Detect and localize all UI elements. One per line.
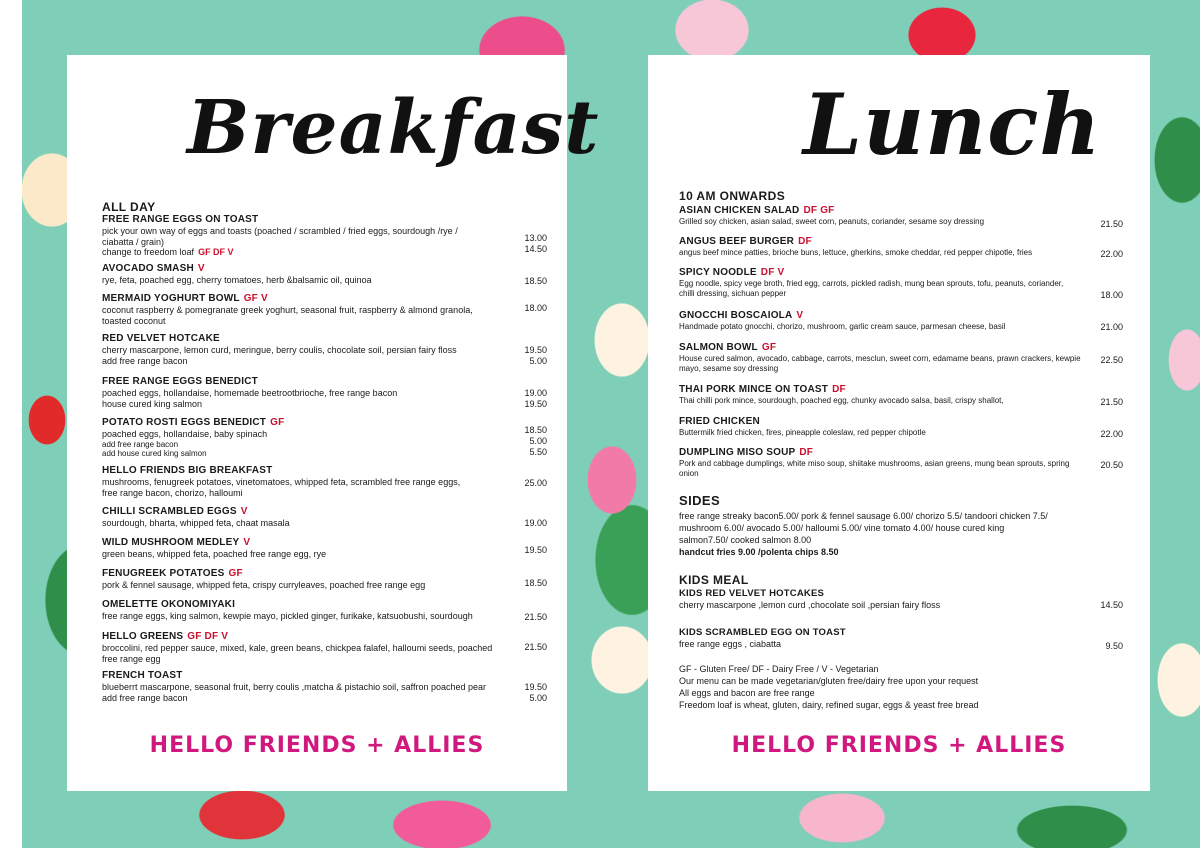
item-name: ASIAN CHICKEN SALAD bbox=[679, 205, 800, 216]
item-name: KIDS SCRAMBLED EGG ON TOAST bbox=[679, 627, 846, 638]
item-desc: free range eggs, king salmon, kewpie mayo, pickled ginger, furikake, katsuobushi, sourdough bbox=[102, 611, 473, 621]
menu-item bbox=[102, 631, 492, 664]
item-price: 21.50 bbox=[524, 642, 547, 652]
dietary-tag: GF V bbox=[243, 293, 268, 304]
item-name: WILD MUSHROOM MEDLEY bbox=[102, 537, 240, 548]
item-name: POTATO ROSTI EGGS BENEDICT bbox=[102, 417, 267, 428]
menu-item bbox=[102, 417, 284, 459]
lunch-panel bbox=[648, 55, 1150, 791]
menu-item bbox=[679, 342, 1081, 373]
sides-line: salmon7.50/ cooked salmon 8.00 bbox=[679, 535, 812, 545]
note-line: Freedom loaf is wheat, gluten, dairy, refined sugar, eggs & yeast free bread bbox=[679, 700, 979, 710]
item-desc: toasted coconut bbox=[102, 315, 166, 326]
item-desc: poached eggs, hollandaise, baby spinach bbox=[102, 429, 268, 439]
item-price: 20.50 bbox=[1100, 460, 1123, 470]
menu-item bbox=[102, 333, 457, 366]
item-desc: House cured salmon, avocado, cabbage, carrots, mesclun, sweet corn, edamame beans, prawn crackers, kewpie bbox=[679, 354, 1081, 363]
item-desc: change to freedom loaf GF DF V bbox=[102, 247, 234, 257]
item-name: RED VELVET HOTCAKE bbox=[102, 333, 220, 344]
menu-item bbox=[102, 214, 458, 258]
item-desc: house cured king salmon bbox=[102, 398, 203, 409]
kids-heading: KIDS MEAL bbox=[679, 573, 749, 587]
item-name: FENUGREEK POTATOES bbox=[102, 568, 225, 579]
item-name: AVOCADO SMASH bbox=[102, 263, 194, 274]
item-desc: onion bbox=[679, 468, 699, 478]
menu-item bbox=[679, 310, 1005, 332]
item-desc: add house cured king salmon bbox=[102, 449, 207, 458]
item-price: 9.50 bbox=[1105, 641, 1123, 651]
item-desc: add free range bacon bbox=[102, 439, 179, 449]
item-name: HELLO GREENS bbox=[102, 631, 184, 642]
menu-item bbox=[679, 447, 1069, 478]
item-price: 18.50 bbox=[524, 276, 547, 286]
item-name: OMELETTE OKONOMIYAKI bbox=[102, 599, 236, 610]
menu-item bbox=[679, 627, 846, 650]
menu-item bbox=[102, 670, 486, 703]
item-price: 13.00 bbox=[524, 233, 547, 243]
item-name: KIDS RED VELVET HOTCAKES bbox=[679, 588, 825, 599]
item-desc: free range bacon, chorizo, halloumi bbox=[102, 487, 243, 498]
item-price: 14.50 bbox=[1100, 600, 1123, 610]
menu-item bbox=[102, 293, 473, 326]
brand-footer: HELLO FRIENDS + ALLIES bbox=[149, 733, 485, 758]
item-desc: free range eggs , ciabatta bbox=[679, 639, 782, 649]
menu-item bbox=[102, 376, 397, 409]
lunch-section-heading: 10 AM ONWARDS bbox=[679, 189, 786, 203]
item-desc: chilli dressing, sichuan pepper bbox=[679, 288, 787, 298]
item-desc: poached eggs, hollandaise, homemade beetrootbrioche, free range bacon bbox=[102, 388, 398, 398]
item-name: FRIED CHICKEN bbox=[679, 416, 760, 427]
menu-item bbox=[679, 384, 1004, 406]
item-desc: mushrooms, fenugreek potatoes, vinetomatoes, whipped feta, scrambled free range eggs, bbox=[102, 477, 461, 487]
item-desc: Egg noodle, spicy vege broth, fried egg, carrots, pickled radish, mung bean sprouts, tofu, peanuts, coriander, bbox=[679, 279, 1064, 288]
item-price: 22.50 bbox=[1100, 355, 1123, 365]
menu-item bbox=[679, 416, 926, 438]
item-desc: Buttermilk fried chicken, fires, pineapple coleslaw, red pepper chipotle bbox=[679, 428, 926, 437]
item-name: DUMPLING MISO SOUP bbox=[679, 447, 796, 458]
dietary-tag: GF DF V bbox=[187, 631, 229, 642]
item-price: 18.50 bbox=[524, 425, 547, 435]
item-desc: mayo, sesame soy dressing bbox=[679, 363, 779, 373]
dietary-tag: DF GF bbox=[803, 205, 835, 216]
lunch-title: Lunch bbox=[803, 75, 1102, 174]
menu-item bbox=[679, 588, 940, 611]
sides-line-bold: handcut fries 9.00 /polenta chips 8.50 bbox=[679, 547, 839, 557]
item-desc: broccolini, red pepper sauce, mixed, kale, green beans, chickpea falafel, halloumi seeds, poached bbox=[102, 643, 493, 653]
item-price: 19.50 bbox=[524, 545, 547, 555]
item-price: 25.00 bbox=[524, 478, 547, 488]
note-line: Our menu can be made vegetarian/gluten free/dairy free upon your request bbox=[679, 676, 979, 686]
dietary-tag: V bbox=[243, 537, 251, 548]
item-name: FREE RANGE EGGS ON TOAST bbox=[102, 214, 259, 225]
menu-item bbox=[679, 205, 984, 227]
item-desc: pork & fennel sausage, whipped feta, crispy curryleaves, poached free range egg bbox=[102, 580, 426, 590]
item-price: 19.50 bbox=[524, 399, 547, 409]
item-price: 22.00 bbox=[1100, 429, 1123, 439]
item-price: 14.50 bbox=[524, 244, 547, 254]
item-desc: blueberrt mascarpone, seasonal fruit, berry coulis ,matcha & pistachio soil, saffron poached pear bbox=[102, 682, 487, 692]
item-desc: cherry mascarpone ,lemon curd ,chocolate soil ,persian fairy floss bbox=[679, 600, 941, 610]
dietary-tag: DF V bbox=[760, 267, 785, 278]
dietary-tag: V bbox=[240, 506, 248, 517]
item-desc: add free range bacon bbox=[102, 355, 188, 366]
breakfast-panel bbox=[67, 55, 600, 791]
menu-item bbox=[102, 263, 372, 286]
sides-line: free range streaky bacon5.00/ pork & fennel sausage 6.00/ chorizo 5.5/ tandoori chicken 7.5/ bbox=[679, 511, 1048, 521]
item-price: 19.50 bbox=[524, 345, 547, 355]
item-desc: coconut raspberry & pomegranate greek yoghurt, seasonal fruit, raspberry & almond granola, bbox=[102, 305, 473, 315]
menu-item bbox=[102, 537, 326, 560]
item-desc: Thai chilli pork mince, sourdough, poached egg, chunky avocado salsa, basil, crispy shallot, bbox=[679, 396, 1004, 405]
item-name: MERMAID YOGHURT BOWL bbox=[102, 293, 240, 304]
sides-line: mushroom 6.00/ avocado 5.00/ halloumi 5.00/ vine tomato 4.00/ house cured king bbox=[679, 523, 1005, 533]
menu-item bbox=[102, 465, 460, 498]
dietary-tag: GF bbox=[228, 568, 243, 579]
item-name: GNOCCHI BOSCAIOLA bbox=[679, 310, 793, 321]
item-desc: ciabatta / grain) bbox=[102, 236, 165, 247]
item-name: SPICY NOODLE bbox=[679, 267, 757, 278]
item-name: FRENCH TOAST bbox=[102, 670, 183, 681]
menu-item bbox=[679, 267, 1063, 298]
item-desc: free range egg bbox=[102, 653, 161, 664]
item-price: 22.00 bbox=[1100, 249, 1123, 259]
dietary-tag: GF bbox=[270, 417, 285, 428]
item-desc: pick your own way of eggs and toasts (poached / scrambled / fried eggs, sourdough /rye / bbox=[102, 226, 458, 236]
item-price: 18.50 bbox=[524, 578, 547, 588]
item-desc: Pork and cabbage dumplings, white miso soup, shiitake mushrooms, asian greens, mung bean sprouts, spring bbox=[679, 459, 1070, 468]
dietary-tag: GF DF V bbox=[198, 247, 234, 257]
item-desc: angus beef mince patties, brioche buns, lettuce, gherkins, smoke cheddar, red pepper chipotle, fries bbox=[679, 248, 1033, 257]
item-price: 21.50 bbox=[1100, 397, 1123, 407]
dietary-tag: DF bbox=[798, 236, 812, 247]
item-price: 18.00 bbox=[1100, 290, 1123, 300]
item-name: CHILLI SCRAMBLED EGGS bbox=[102, 506, 237, 517]
item-name: FREE RANGE EGGS BENEDICT bbox=[102, 376, 258, 387]
item-price: 21.50 bbox=[524, 612, 547, 622]
item-price: 18.00 bbox=[524, 303, 547, 313]
dietary-tag: GF bbox=[761, 342, 777, 353]
brand-footer: HELLO FRIENDS + ALLIES bbox=[731, 733, 1067, 758]
dietary-tag: DF bbox=[799, 447, 814, 458]
note-line: GF - Gluten Free/ DF - Dairy Free / V - Vegetarian bbox=[679, 664, 879, 674]
item-price: 21.50 bbox=[1100, 219, 1123, 229]
item-price: 5.00 bbox=[529, 356, 547, 366]
dietary-tag: V bbox=[197, 263, 205, 274]
breakfast-section-heading: ALL DAY bbox=[102, 200, 156, 214]
item-name: THAI PORK MINCE ON TOAST bbox=[679, 384, 829, 395]
item-desc: green beans, whipped feta, poached free range egg, rye bbox=[102, 549, 327, 559]
sides-list bbox=[679, 510, 1048, 558]
menu-item bbox=[102, 506, 290, 529]
dietary-tag: V bbox=[796, 310, 804, 321]
item-desc: rye, feta, poached egg, cherry tomatoes, herb &balsamic oil, quinoa bbox=[102, 275, 372, 285]
item-name: ANGUS BEEF BURGER bbox=[679, 236, 795, 247]
item-desc: cherry mascarpone, lemon curd, meringue, berry coulis, chocolate soil, persian fairy floss bbox=[102, 345, 457, 355]
item-desc: Handmade potato gnocchi, chorizo, mushroom, garlic cream sauce, parmesan cheese, basil bbox=[679, 322, 1006, 331]
sides-heading: SIDES bbox=[679, 493, 721, 508]
item-price: 5.50 bbox=[529, 447, 547, 457]
item-price: 5.00 bbox=[529, 436, 547, 446]
item-price: 19.50 bbox=[524, 682, 547, 692]
item-desc: add free range bacon bbox=[102, 692, 188, 703]
breakfast-title: Breakfast bbox=[187, 85, 600, 171]
item-price: 19.00 bbox=[524, 518, 547, 528]
menu-item bbox=[679, 236, 1032, 258]
dietary-tag: DF bbox=[832, 384, 846, 395]
item-desc: sourdough, bharta, whipped feta, chaat masala bbox=[102, 518, 290, 528]
item-name: SALMON BOWL bbox=[679, 342, 758, 353]
item-price: 19.00 bbox=[524, 388, 547, 398]
item-price: 21.00 bbox=[1100, 322, 1123, 332]
menu-item bbox=[102, 568, 425, 591]
item-desc: Grilled soy chicken, asian salad, sweet corn, peanuts, coriander, sesame soy dressing bbox=[679, 217, 985, 226]
item-name: HELLO FRIENDS BIG BREAKFAST bbox=[102, 465, 273, 476]
item-price: 5.00 bbox=[529, 693, 547, 703]
menu-notes bbox=[679, 663, 979, 711]
menu-item bbox=[102, 599, 473, 622]
note-line: All eggs and bacon are free range bbox=[679, 688, 815, 698]
